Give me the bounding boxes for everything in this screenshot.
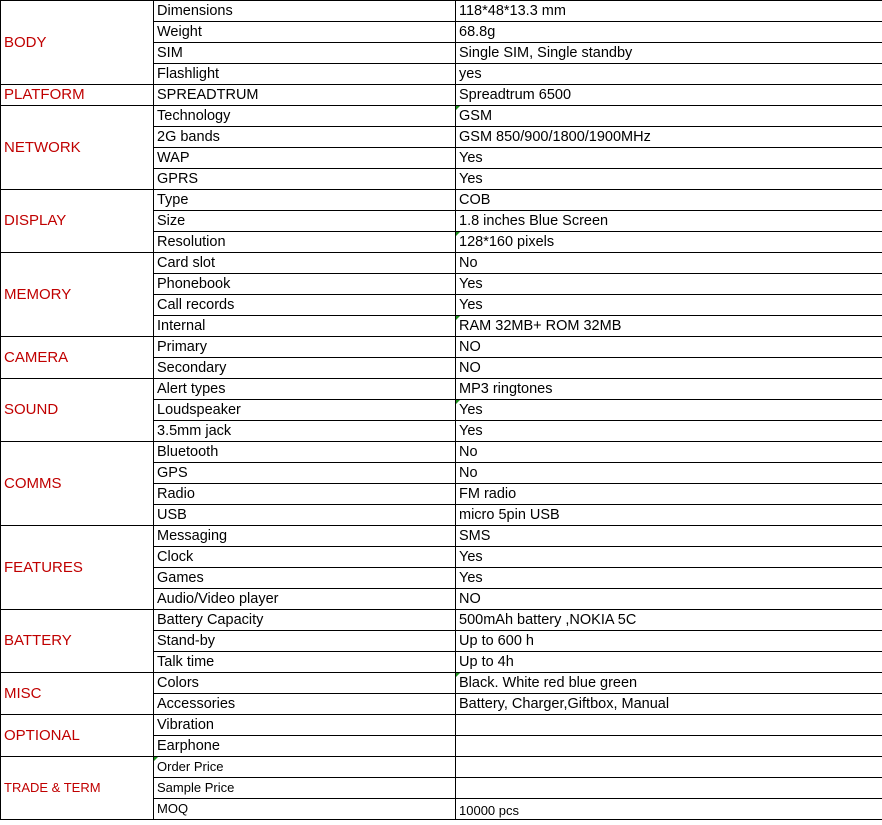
spec-value: FM radio [456,484,882,505]
spec-label: Games [154,568,456,589]
spec-label: Primary [154,337,456,358]
spec-value: GSM 850/900/1800/1900MHz [456,127,882,148]
spec-label: Talk time [154,652,456,673]
category-misc: MISC [1,673,154,715]
spec-value: SMS [456,526,882,547]
spec-value: Black. White red blue green [456,673,882,694]
spec-label: Size [154,211,456,232]
spec-value: Yes [456,547,882,568]
spec-value: Yes [456,148,882,169]
spec-value: Up to 4h [456,652,882,673]
spec-label: 2G bands [154,127,456,148]
spec-value: Yes [456,274,882,295]
spec-label: Order Price [154,757,456,778]
spec-label: MOQ [154,799,456,820]
spec-value: Spreadtrum 6500 [456,85,882,106]
spec-row-type [1,190,882,211]
category-comms: COMMS [1,442,154,526]
spec-label: Sample Price [154,778,456,799]
spec-label: Technology [154,106,456,127]
spec-table-body [1,1,882,820]
spec-label: Alert types [154,379,456,400]
spec-label: Call records [154,295,456,316]
spec-row-alert-types [1,379,882,400]
spec-row-primary [1,337,882,358]
spec-value: No [456,463,882,484]
spec-label: Radio [154,484,456,505]
spec-label: Loudspeaker [154,400,456,421]
category-network: NETWORK [1,106,154,190]
category-display: DISPLAY [1,190,154,253]
spec-label: Phonebook [154,274,456,295]
spec-label: Flashlight [154,64,456,85]
spec-label: Battery Capacity [154,610,456,631]
spec-value: 10000 pcs [456,799,882,820]
category-trade-term: TRADE & TERM [1,757,154,820]
spec-row-battery-capacity [1,610,882,631]
spec-value: No [456,442,882,463]
spec-value: Yes [456,568,882,589]
spec-value: NO [456,358,882,379]
spec-value [456,715,882,736]
category-battery: BATTERY [1,610,154,673]
spec-label: Internal [154,316,456,337]
category-platform: PLATFORM [1,85,154,106]
spec-row-dimensions [1,1,882,22]
spec-label: 3.5mm jack [154,421,456,442]
spec-row-spreadtrum [1,85,882,106]
spec-value: Battery, Charger,Giftbox, Manual [456,694,882,715]
spec-value: NO [456,589,882,610]
spec-label: GPRS [154,169,456,190]
category-memory: MEMORY [1,253,154,337]
spec-label: Dimensions [154,1,456,22]
category-camera: CAMERA [1,337,154,379]
spec-label: GPS [154,463,456,484]
spec-label: Resolution [154,232,456,253]
spec-label: SPREADTRUM [154,85,456,106]
spec-value: MP3 ringtones [456,379,882,400]
spec-value: Single SIM, Single standby [456,43,882,64]
spec-value: 128*160 pixels [456,232,882,253]
spec-label: USB [154,505,456,526]
spec-row-order-price [1,757,882,778]
spec-value: yes [456,64,882,85]
spec-label: Card slot [154,253,456,274]
spec-label: Secondary [154,358,456,379]
spec-value [456,736,882,757]
spec-label: Bluetooth [154,442,456,463]
spec-row-technology [1,106,882,127]
spec-label: Vibration [154,715,456,736]
category-sound: SOUND [1,379,154,442]
spec-label: Colors [154,673,456,694]
spec-value: COB [456,190,882,211]
spec-label: Earphone [154,736,456,757]
spec-label: Type [154,190,456,211]
spec-label: Messaging [154,526,456,547]
spec-value [456,757,882,778]
spec-value: micro 5pin USB [456,505,882,526]
spec-row-colors [1,673,882,694]
spec-row-bluetooth [1,442,882,463]
spec-row-vibration [1,715,882,736]
spec-value: Yes [456,421,882,442]
spec-value: No [456,253,882,274]
spec-label: Clock [154,547,456,568]
spec-value: 500mAh battery ,NOKIA 5C [456,610,882,631]
category-body: BODY [1,1,154,85]
category-features: FEATURES [1,526,154,610]
spec-value: GSM [456,106,882,127]
spec-label: Accessories [154,694,456,715]
spec-value: RAM 32MB+ ROM 32MB [456,316,882,337]
spec-value: NO [456,337,882,358]
category-optional: OPTIONAL [1,715,154,757]
spec-value [456,778,882,799]
spec-value: Yes [456,400,882,421]
spec-label: Weight [154,22,456,43]
spec-row-card-slot [1,253,882,274]
spec-row-messaging [1,526,882,547]
spec-label: Audio/Video player [154,589,456,610]
spec-value: 1.8 inches Blue Screen [456,211,882,232]
spec-label: WAP [154,148,456,169]
spec-value: 118*48*13.3 mm [456,1,882,22]
spec-value: Up to 600 h [456,631,882,652]
spec-value: Yes [456,169,882,190]
spec-value: 68.8g [456,22,882,43]
spec-label: Stand-by [154,631,456,652]
spec-value: Yes [456,295,882,316]
spec-label: SIM [154,43,456,64]
